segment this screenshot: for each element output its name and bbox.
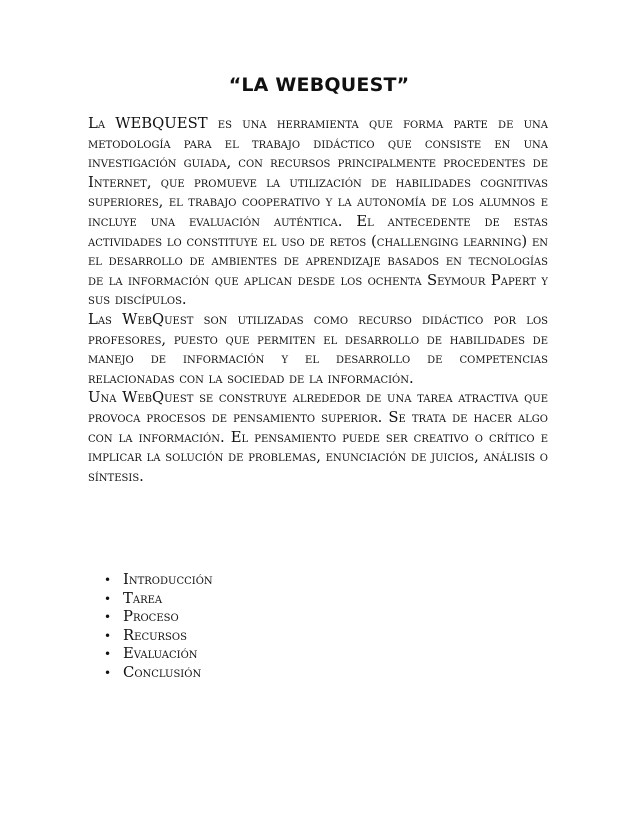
paragraph-uses: Las WebQuest son utilizadas como recurso didáctico por los profesores, puesto que permiten el desarrollo de habilidades de manejo de información y el desarrollo de competencias relacionadas con la sociedad de la información.: [88, 310, 548, 387]
list-item-label: Introducción: [123, 571, 213, 588]
list-item: [104, 645, 213, 664]
list-item: [104, 664, 213, 683]
document-title: “LA WEBQUEST”: [228, 74, 410, 96]
list-item-label: Proceso: [123, 608, 179, 626]
bullet-icon: •: [104, 573, 112, 587]
list-item-label: Evaluación: [123, 645, 198, 663]
list-item: [104, 608, 213, 627]
document-body: [88, 114, 548, 486]
list-item: [104, 627, 213, 646]
bullet-icon: •: [104, 665, 112, 680]
list-item-label: Recursos: [123, 626, 187, 644]
list-item: [104, 590, 213, 609]
bullet-icon: •: [104, 591, 112, 606]
bullet-icon: •: [104, 628, 112, 643]
list-item-label: Tarea: [123, 589, 163, 607]
bullet-icon: •: [104, 647, 112, 662]
bullet-icon: •: [104, 610, 112, 625]
list-item-label: Conclusión: [123, 663, 202, 681]
paragraph-construction: Una WebQuest se construye alrededor de una tarea atractiva que provoca procesos de pensamiento superior. Se trata de hacer algo con la información. El pensamiento puede ser creativo o crítico e implicar la solución de problemas, enunciación de juicios, análisis o síntesis.: [88, 389, 548, 485]
list-item: [104, 571, 213, 590]
paragraph-intro: La WEBQUEST es una herramienta que forma parte de una metodología para el trabajo didáctico que consiste en una investigación guiada, con recursos principalmente procedentes de Internet, que promueve la utilización de habilidades cognitivas superiores, el trabajo cooperativo y la autonomía de los alumnos e incluye una evaluación auténtica. El antecedente de estas actividades lo constituye el uso de retos (challenging learning) en el desarrollo de ambientes de aprendizaje basados en tecnologías de la información que aplican desde los ochenta Seymour Papert y sus discípulos.: [88, 115, 548, 309]
sections-list: [104, 571, 213, 683]
